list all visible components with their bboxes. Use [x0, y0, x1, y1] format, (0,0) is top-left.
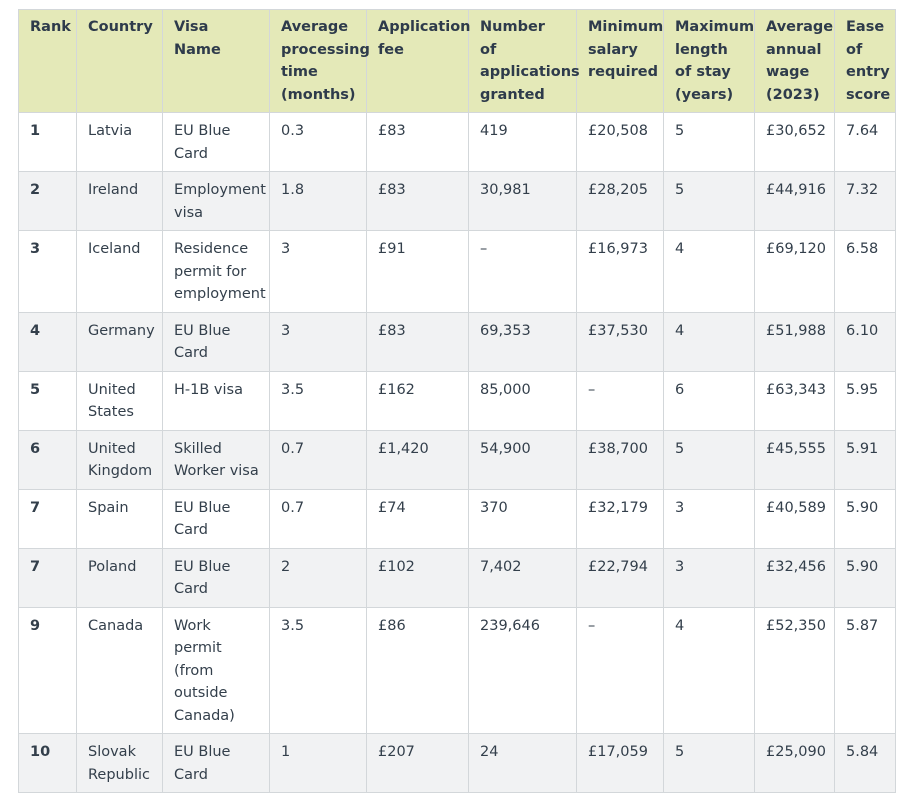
cell-maximum-stay: 5 — [664, 734, 755, 793]
cell-minimum-salary: £38,700 — [577, 430, 664, 489]
cell-maximum-stay: 3 — [664, 548, 755, 607]
cell-visa-name: H-1B visa — [163, 371, 270, 430]
cell-minimum-salary: – — [577, 371, 664, 430]
cell-rank: 6 — [19, 430, 77, 489]
cell-ease-score: 5.84 — [835, 734, 896, 793]
cell-rank: 2 — [19, 172, 77, 231]
cell-applications-granted: 30,981 — [469, 172, 577, 231]
cell-processing-time: 0.3 — [270, 113, 367, 172]
cell-visa-name: Skilled Worker visa — [163, 430, 270, 489]
cell-minimum-salary: £17,059 — [577, 734, 664, 793]
cell-maximum-stay: 6 — [664, 371, 755, 430]
cell-visa-name: Residence permit for employment — [163, 231, 270, 313]
cell-visa-name: EU Blue Card — [163, 734, 270, 793]
cell-rank: 9 — [19, 607, 77, 734]
cell-minimum-salary: £37,530 — [577, 312, 664, 371]
visa-ranking-table-container — [18, 9, 895, 793]
cell-processing-time: 2 — [270, 548, 367, 607]
cell-processing-time: 0.7 — [270, 489, 367, 548]
cell-visa-name: EU Blue Card — [163, 548, 270, 607]
cell-country: Canada — [77, 607, 163, 734]
visa-ranking-table — [18, 9, 896, 793]
cell-country: Germany — [77, 312, 163, 371]
cell-application-fee: £83 — [367, 312, 469, 371]
cell-rank: 5 — [19, 371, 77, 430]
header-processing-time: Average processing time (months) — [270, 10, 367, 113]
header-ease-score: Ease of entry score — [835, 10, 896, 113]
header-average-wage: Average annual wage (2023) — [755, 10, 835, 113]
cell-country: United States — [77, 371, 163, 430]
cell-processing-time: 1 — [270, 734, 367, 793]
cell-average-wage: £52,350 — [755, 607, 835, 734]
cell-application-fee: £86 — [367, 607, 469, 734]
header-minimum-salary: Minimum salary required — [577, 10, 664, 113]
cell-country: Iceland — [77, 231, 163, 313]
cell-country: Latvia — [77, 113, 163, 172]
cell-rank: 7 — [19, 489, 77, 548]
cell-average-wage: £69,120 — [755, 231, 835, 313]
cell-country: Ireland — [77, 172, 163, 231]
cell-maximum-stay: 4 — [664, 312, 755, 371]
cell-maximum-stay: 5 — [664, 172, 755, 231]
cell-rank: 10 — [19, 734, 77, 793]
cell-average-wage: £32,456 — [755, 548, 835, 607]
cell-applications-granted: – — [469, 231, 577, 313]
cell-applications-granted: 239,646 — [469, 607, 577, 734]
cell-processing-time: 3.5 — [270, 607, 367, 734]
cell-maximum-stay: 3 — [664, 489, 755, 548]
cell-ease-score: 7.32 — [835, 172, 896, 231]
cell-rank: 7 — [19, 548, 77, 607]
cell-average-wage: £25,090 — [755, 734, 835, 793]
header-row — [19, 10, 896, 113]
cell-visa-name: EU Blue Card — [163, 113, 270, 172]
table-row — [19, 113, 896, 172]
header-maximum-stay: Maximum length of stay (years) — [664, 10, 755, 113]
cell-application-fee: £74 — [367, 489, 469, 548]
cell-minimum-salary: – — [577, 607, 664, 734]
cell-ease-score: 5.95 — [835, 371, 896, 430]
table-row — [19, 371, 896, 430]
cell-application-fee: £207 — [367, 734, 469, 793]
cell-visa-name: EU Blue Card — [163, 312, 270, 371]
cell-applications-granted: 24 — [469, 734, 577, 793]
header-rank: Rank — [19, 10, 77, 113]
cell-application-fee: £91 — [367, 231, 469, 313]
table-row — [19, 430, 896, 489]
cell-country: Slovak Republic — [77, 734, 163, 793]
header-country: Country — [77, 10, 163, 113]
cell-rank: 4 — [19, 312, 77, 371]
cell-ease-score: 7.64 — [835, 113, 896, 172]
cell-visa-name: Work permit (from outside Canada) — [163, 607, 270, 734]
cell-application-fee: £83 — [367, 172, 469, 231]
cell-processing-time: 1.8 — [270, 172, 367, 231]
header-applications-granted: Number of applications granted — [469, 10, 577, 113]
cell-average-wage: £51,988 — [755, 312, 835, 371]
cell-ease-score: 6.10 — [835, 312, 896, 371]
cell-maximum-stay: 4 — [664, 607, 755, 734]
cell-minimum-salary: £28,205 — [577, 172, 664, 231]
cell-applications-granted: 370 — [469, 489, 577, 548]
table-row — [19, 548, 896, 607]
cell-applications-granted: 54,900 — [469, 430, 577, 489]
cell-ease-score: 5.90 — [835, 489, 896, 548]
cell-maximum-stay: 5 — [664, 430, 755, 489]
cell-processing-time: 3 — [270, 231, 367, 313]
cell-application-fee: £162 — [367, 371, 469, 430]
cell-country: Spain — [77, 489, 163, 548]
table-row — [19, 172, 896, 231]
cell-average-wage: £63,343 — [755, 371, 835, 430]
cell-average-wage: £44,916 — [755, 172, 835, 231]
cell-rank: 3 — [19, 231, 77, 313]
cell-visa-name: EU Blue Card — [163, 489, 270, 548]
cell-average-wage: £45,555 — [755, 430, 835, 489]
header-application-fee: Application fee — [367, 10, 469, 113]
cell-applications-granted: 419 — [469, 113, 577, 172]
cell-application-fee: £83 — [367, 113, 469, 172]
cell-ease-score: 6.58 — [835, 231, 896, 313]
cell-visa-name: Employment visa — [163, 172, 270, 231]
cell-rank: 1 — [19, 113, 77, 172]
cell-maximum-stay: 5 — [664, 113, 755, 172]
cell-processing-time: 0.7 — [270, 430, 367, 489]
cell-processing-time: 3.5 — [270, 371, 367, 430]
table-row — [19, 231, 896, 313]
cell-minimum-salary: £20,508 — [577, 113, 664, 172]
cell-country: United Kingdom — [77, 430, 163, 489]
cell-applications-granted: 7,402 — [469, 548, 577, 607]
cell-maximum-stay: 4 — [664, 231, 755, 313]
cell-application-fee: £1,420 — [367, 430, 469, 489]
cell-applications-granted: 69,353 — [469, 312, 577, 371]
cell-application-fee: £102 — [367, 548, 469, 607]
cell-average-wage: £40,589 — [755, 489, 835, 548]
cell-minimum-salary: £32,179 — [577, 489, 664, 548]
cell-country: Poland — [77, 548, 163, 607]
table-row — [19, 312, 896, 371]
cell-ease-score: 5.87 — [835, 607, 896, 734]
table-row — [19, 489, 896, 548]
header-visa-name: Visa Name — [163, 10, 270, 113]
cell-applications-granted: 85,000 — [469, 371, 577, 430]
table-row — [19, 607, 896, 734]
cell-minimum-salary: £16,973 — [577, 231, 664, 313]
table-row — [19, 734, 896, 793]
cell-average-wage: £30,652 — [755, 113, 835, 172]
cell-ease-score: 5.91 — [835, 430, 896, 489]
cell-ease-score: 5.90 — [835, 548, 896, 607]
cell-minimum-salary: £22,794 — [577, 548, 664, 607]
cell-processing-time: 3 — [270, 312, 367, 371]
